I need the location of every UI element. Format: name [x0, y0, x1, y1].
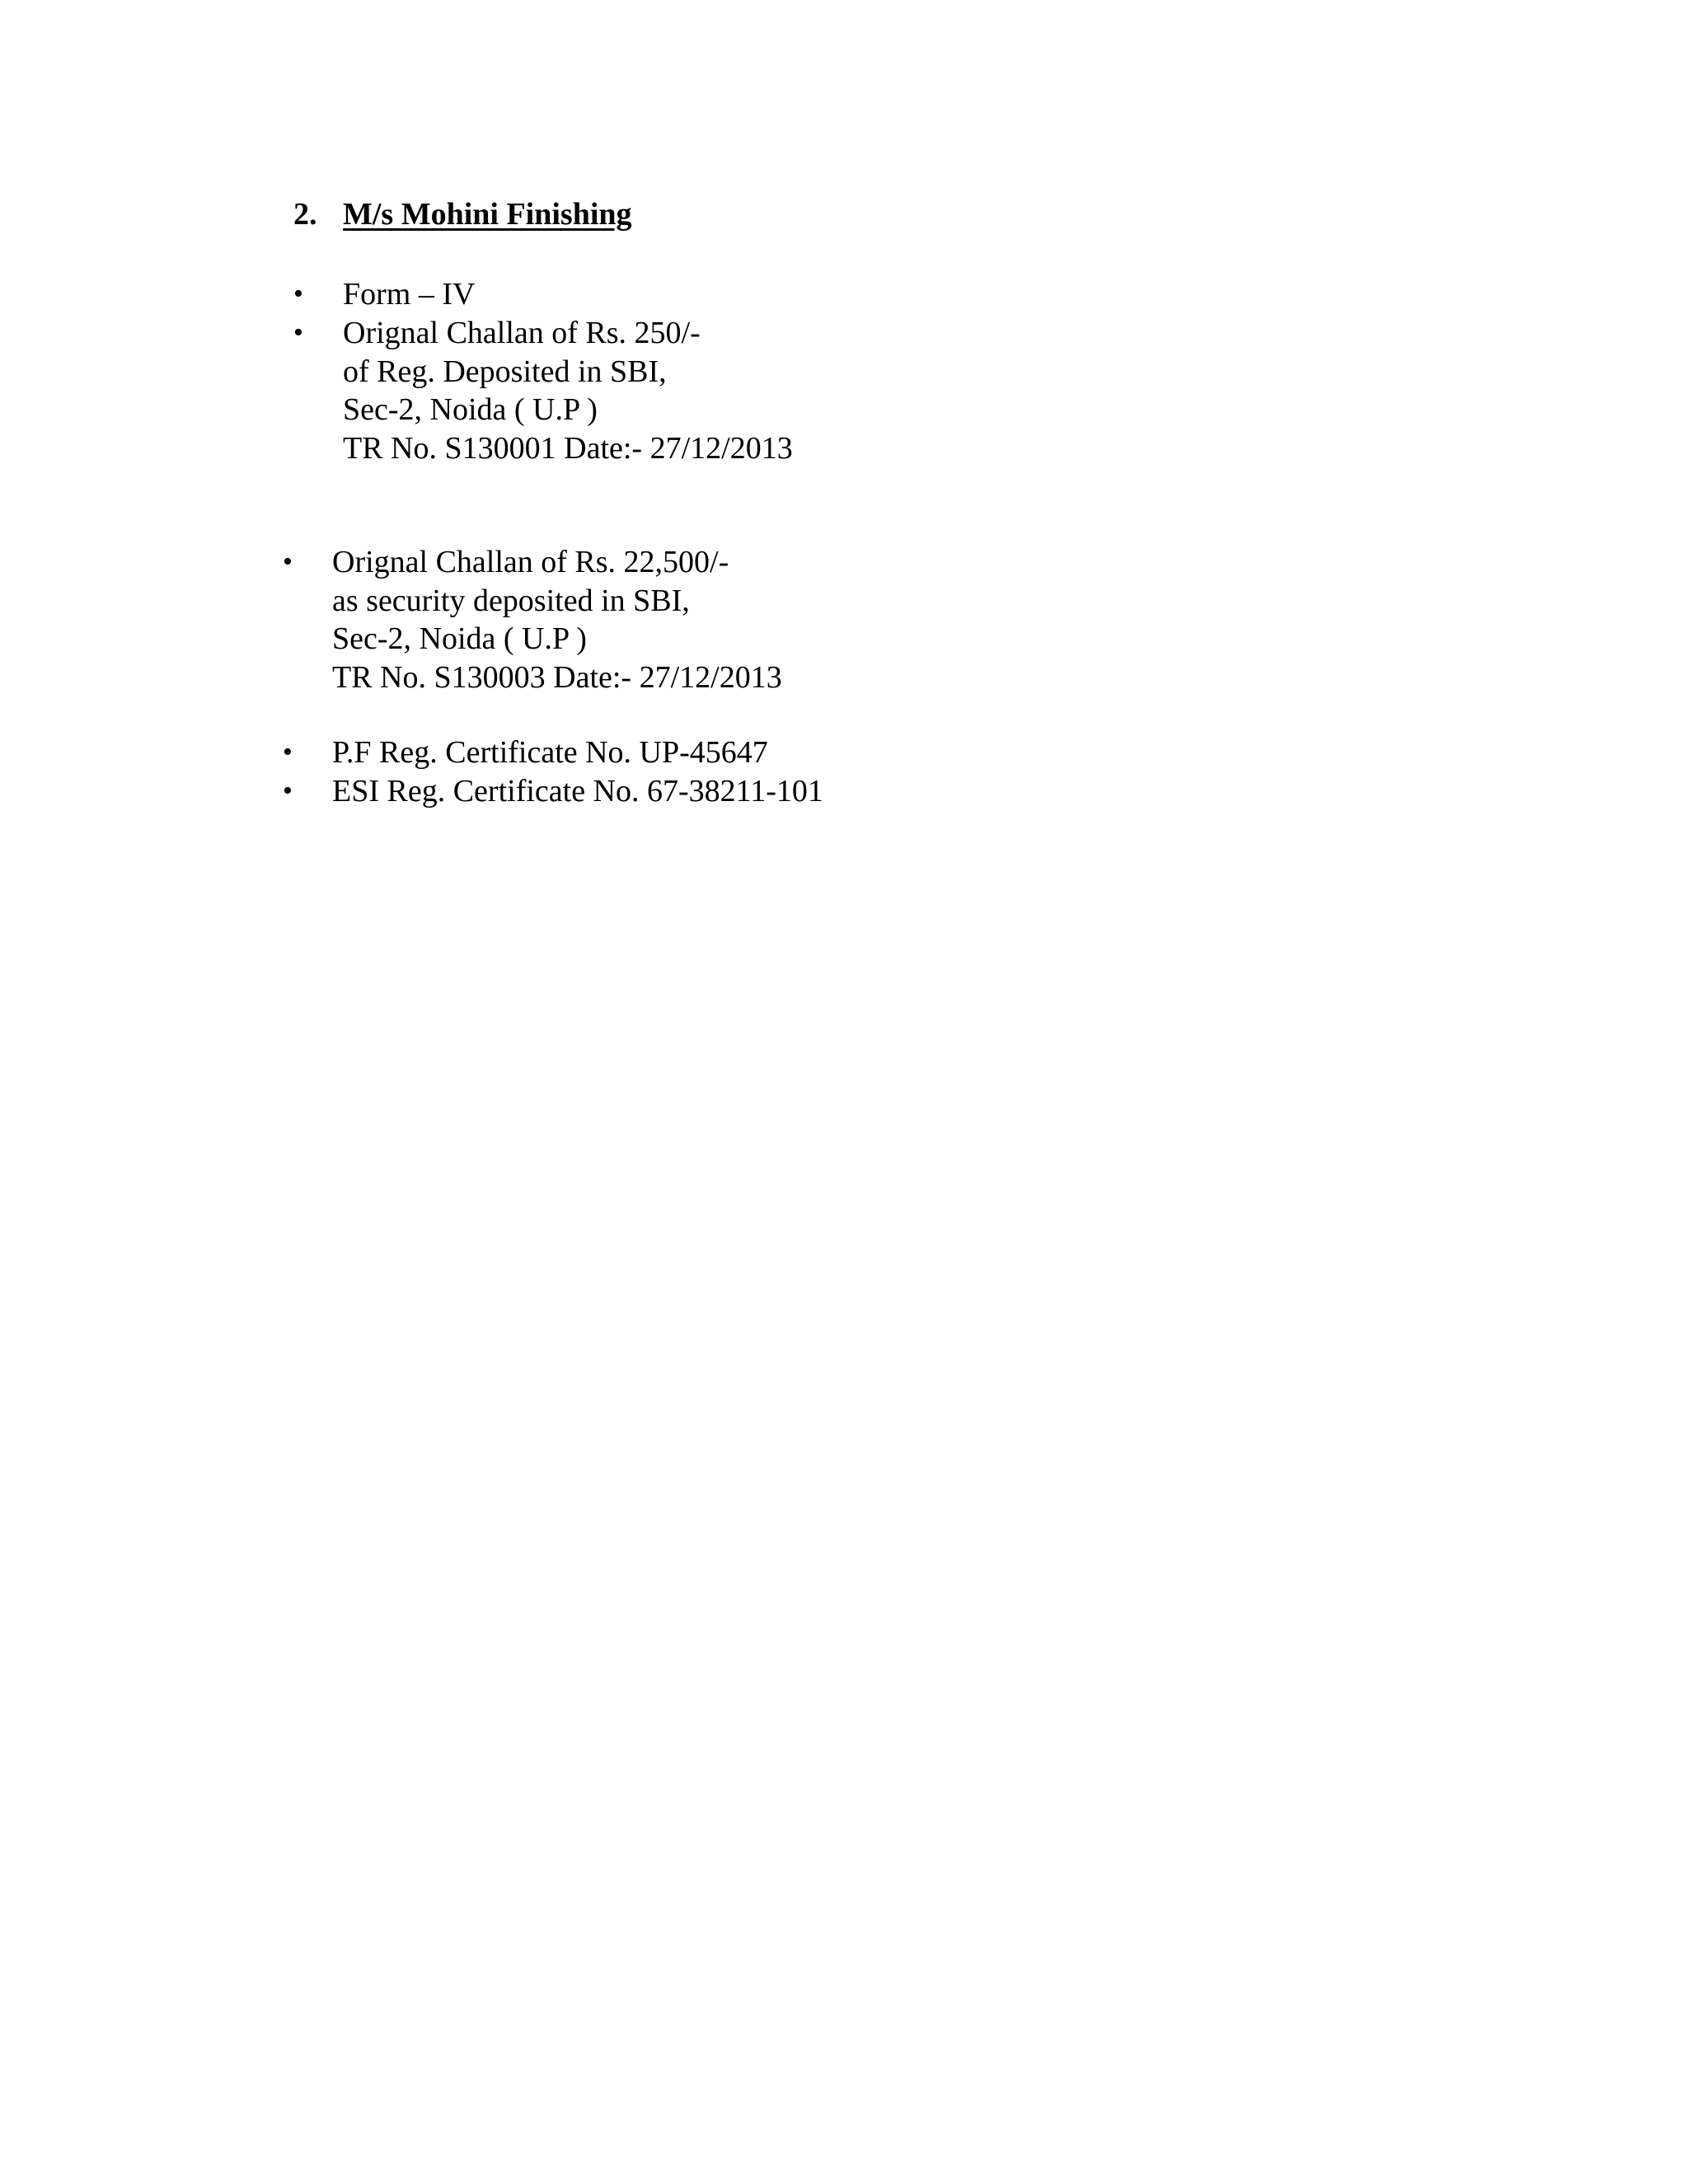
bullet-icon: •: [283, 546, 293, 577]
list-item-line: ESI Reg. Certificate No. 67-38211-101: [332, 774, 823, 808]
bullet-icon: •: [293, 279, 303, 309]
section-number: 2.: [293, 197, 317, 232]
section-title: M/s Mohini Finishing: [343, 197, 632, 232]
list-item-line: Orignal Challan of Rs. 22,500/-: [332, 545, 729, 579]
list-item-line: Orignal Challan of Rs. 250/-: [343, 316, 701, 350]
list-item-line: P.F Reg. Certificate No. UP-45647: [332, 735, 768, 770]
list-item-line: TR No. S130003 Date:- 27/12/2013: [332, 659, 782, 695]
list-item-line: TR No. S130001 Date:- 27/12/2013: [343, 430, 793, 466]
list-item-line: Sec-2, Noida ( U.P ): [343, 392, 598, 427]
bullet-icon: •: [283, 776, 293, 806]
list-item-line: Form – IV: [343, 277, 476, 312]
section-heading: [293, 194, 632, 234]
bullet-icon: •: [283, 737, 293, 767]
list-item-line: of Reg. Deposited in SBI,: [343, 354, 667, 389]
list-item-line: as security deposited in SBI,: [332, 583, 690, 618]
list-item-line: Sec-2, Noida ( U.P ): [332, 621, 587, 656]
bullet-icon: •: [293, 317, 303, 348]
